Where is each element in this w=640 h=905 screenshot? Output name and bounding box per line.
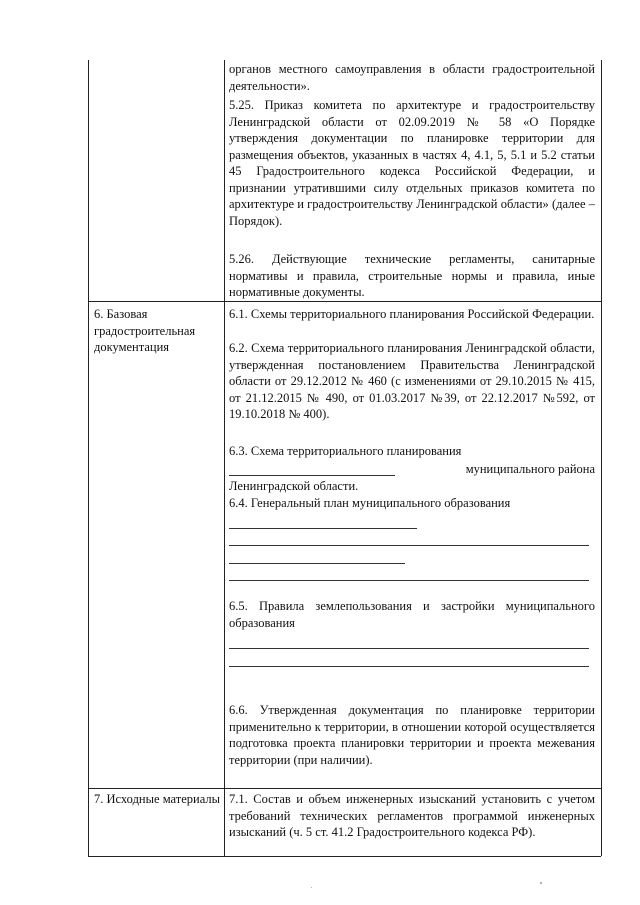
table-row-divider xyxy=(88,301,601,302)
clause-6-3-district: муниципального района xyxy=(465,462,595,476)
fill-in-blank-line xyxy=(229,648,589,649)
clause-6-4: 6.4. Генеральный план муниципального образования xyxy=(229,496,511,510)
clause-6-3: 6.3. Схема территориального планирования xyxy=(229,444,462,458)
clause-6-2: 6.2. Схема территориального планирования Ленинградской области, утвержденная постановлением Правительства Ленинградской области от 29.12.2012 № 460 (с изменениями от 29.10.2015 № 415, от 21.12.2015 № 490, от 01.03.2017 №39, от 22.12.2017 №592, от 19.10.2018 № 400). xyxy=(229,341,595,421)
fill-in-blank-line xyxy=(229,580,589,581)
clause-7-1: 7.1. Состав и объем инженерных изысканий установить с учетом требований технических регламентов программой инженерных изысканий (ч. 5 ст. 41.2 Градостроительного кодекса РФ). xyxy=(229,792,595,839)
table-row-divider xyxy=(88,788,601,789)
scan-speck xyxy=(540,882,542,884)
clause-6-6: 6.6. Утвержденная документация по планировке территории применительно к территории, в отношении которой осуществляется подготовка проекта планировки территории и проекта межевания территории (при наличии). xyxy=(229,703,595,767)
table-divider-column xyxy=(224,60,225,856)
row-label-base-documentation: 6. Базовая градостроительная документация xyxy=(94,307,196,354)
clause-5-24-end: органов местного самоуправления в области градостроительной деятельности». xyxy=(229,62,595,93)
clause-5-26: 5.26. Действующие технические регламенты, санитарные нормативы и правила, строительные нормы и правила, иные нормативные документы. xyxy=(229,252,595,299)
table-border-right xyxy=(601,60,602,856)
fill-in-blank-line xyxy=(229,528,417,529)
fill-in-blank-line xyxy=(229,563,405,564)
fill-in-blank-line xyxy=(229,475,395,476)
fill-in-blank-line xyxy=(229,545,589,546)
clause-6-3-region: Ленинградской области. xyxy=(229,479,359,493)
clause-6-1: 6.1. Схемы территориального планирования Российской Федерации. xyxy=(229,307,595,321)
table-border-bottom xyxy=(88,856,601,857)
clause-5-25: 5.25. Приказ комитета по архитектуре и градостроительству Ленинградской области от 02.09.2019 № 58 «О Порядке утверждения документации по планировке территории для размещения объектов, указанных в частях 4, 4.1, 5, 5.1 и 5.2 статьи 45 Градостроительного кодекса Российской Федерации, и признании утратившими силу отдельных приказов комитета по архитектуре и градостроительству Ленинградской области» (далее – Порядок). xyxy=(229,98,595,228)
scan-speck xyxy=(311,887,312,888)
table-border-left xyxy=(88,60,89,856)
row-label-source-materials: 7. Исходные материалы xyxy=(94,792,220,806)
clause-6-5: 6.5. Правила землепользования и застройки муниципального образования xyxy=(229,599,595,630)
fill-in-blank-line xyxy=(229,666,589,667)
